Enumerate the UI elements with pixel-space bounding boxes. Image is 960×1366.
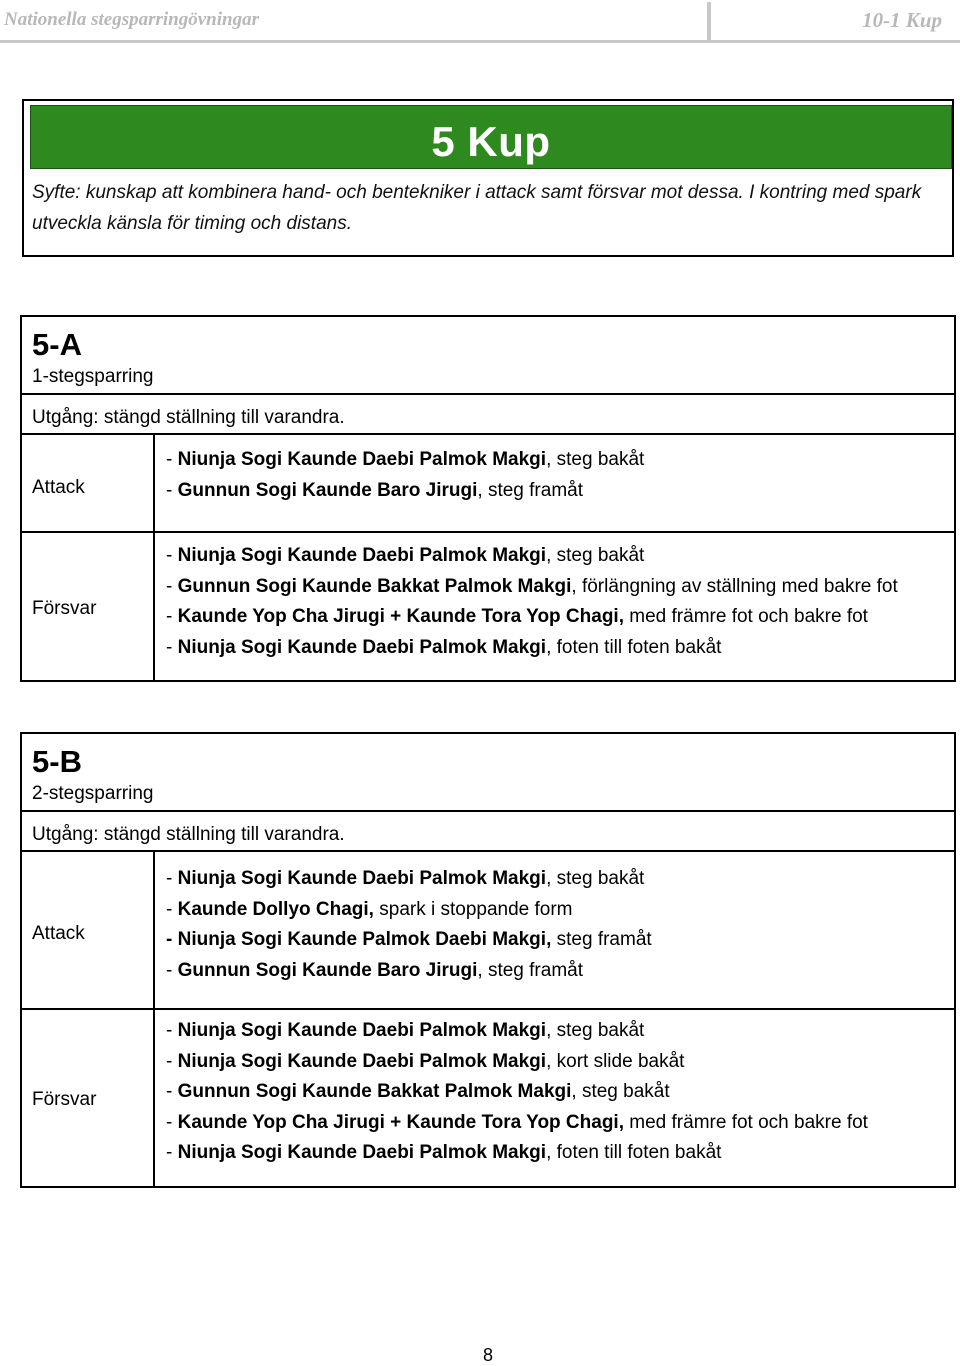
attack-steps (166, 445, 954, 506)
title-band (30, 105, 952, 169)
running-header (0, 0, 960, 44)
step-line: - Niunja Sogi Kaunde Daebi Palmok Makgi, foten till foten bakåt (166, 1142, 722, 1164)
defense-row (22, 531, 954, 682)
defense-label: Försvar (32, 598, 97, 619)
header-document-title: Nationella stegsparringövningar (4, 9, 259, 30)
step-line: - Gunnun Sogi Kaunde Bakkat Palmok Makgi, förlängning av ställning med bakre fot (166, 575, 898, 597)
section-header (22, 734, 954, 812)
defense-row (22, 1008, 954, 1188)
step-line: - Niunja Sogi Kaunde Daebi Palmok Makgi, steg bakåt (166, 545, 645, 566)
header-separator (707, 2, 711, 40)
attack-label-cell (22, 435, 155, 533)
section-title: 5-B (32, 744, 82, 779)
step-line: - Niunja Sogi Kaunde Daebi Palmok Makgi, steg bakåt (166, 868, 645, 889)
section-start-position: Utgång: stängd ställning till varandra. (32, 407, 345, 428)
attack-label-cell (22, 852, 155, 1010)
defense-label-cell (22, 533, 155, 682)
section-start-position: Utgång: stängd ställning till varandra. (32, 824, 345, 845)
header-grade-range: 10-1 Kup (862, 8, 942, 32)
section-subtitle: 1-stegsparring (32, 366, 154, 387)
step-line: - Niunja Sogi Kaunde Palmok Daebi Makgi, steg framåt (166, 929, 652, 951)
grade-title-box (22, 99, 954, 257)
purpose-text (32, 177, 932, 239)
section-5a (20, 315, 956, 682)
attack-label: Attack (32, 923, 85, 944)
defense-steps (166, 1016, 954, 1169)
page-title: 5 Kup (431, 118, 551, 165)
section-5b (20, 732, 956, 1188)
attack-row (22, 433, 954, 533)
header-rule (0, 40, 960, 43)
attack-row (22, 850, 954, 1010)
step-line: - Niunja Sogi Kaunde Daebi Palmok Makgi, steg bakåt (166, 449, 645, 470)
step-line: - Kaunde Yop Cha Jirugi + Kaunde Tora Yop Chagi, med främre fot och bakre fot (166, 606, 868, 628)
step-line: - Niunja Sogi Kaunde Daebi Palmok Makgi, foten till foten bakåt (166, 636, 722, 658)
defense-label: Försvar (32, 1089, 97, 1110)
defense-steps (166, 541, 954, 663)
attack-label: Attack (32, 477, 85, 498)
step-line: - Kaunde Dollyo Chagi, spark i stoppande form (166, 898, 573, 920)
section-title: 5-A (32, 327, 82, 362)
step-line: - Kaunde Yop Cha Jirugi + Kaunde Tora Yop Chagi, med främre fot och bakre fot (166, 1111, 868, 1133)
step-line: - Niunja Sogi Kaunde Daebi Palmok Makgi, steg bakåt (166, 1020, 645, 1041)
section-header (22, 317, 954, 395)
step-line: - Niunja Sogi Kaunde Daebi Palmok Makgi, kort slide bakåt (166, 1050, 685, 1072)
page-number: 8 (482, 1345, 493, 1365)
purpose-label: Syfte: (32, 182, 81, 203)
step-line: - Gunnun Sogi Kaunde Baro Jirugi, steg framåt (166, 959, 583, 981)
step-line: - Gunnun Sogi Kaunde Bakkat Palmok Makgi, steg bakåt (166, 1081, 670, 1103)
attack-steps (166, 864, 954, 986)
defense-label-cell (22, 1010, 155, 1188)
section-subtitle: 2-stegsparring (32, 783, 154, 804)
purpose-body: kunskap att kombinera hand- och bentekniker i attack samt försvar mot dessa. I kontring med spark utveckla känsla för timing och distans. (32, 182, 922, 234)
step-line: - Gunnun Sogi Kaunde Baro Jirugi, steg framåt (166, 479, 583, 501)
